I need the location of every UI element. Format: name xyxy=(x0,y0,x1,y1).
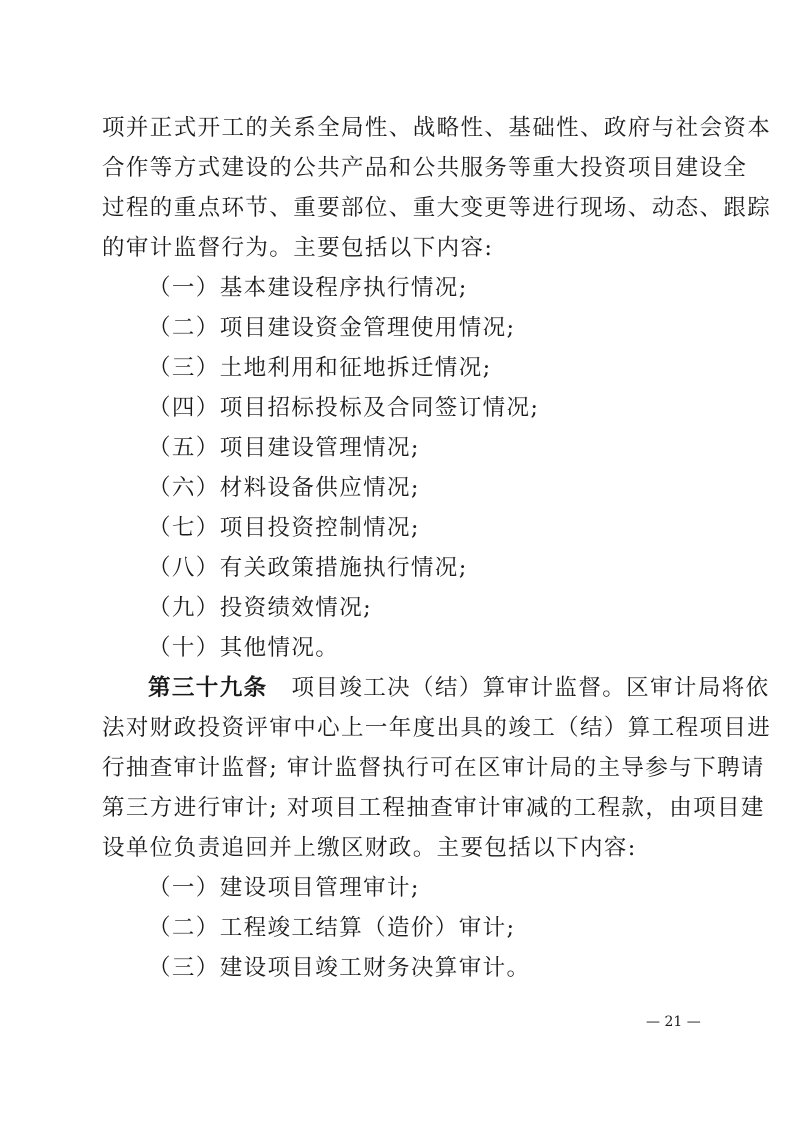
paragraph-line: 第三方进行审计; 对项目工程抽查审计审减的工程款，由项目建 xyxy=(102,795,765,821)
list-item: （三）建设项目竣工财务决算审计。 xyxy=(148,955,531,981)
list-item: （八）有关政策措施执行情况; xyxy=(148,555,468,581)
list-item: （十）其他情况。 xyxy=(148,635,340,661)
list-item: （一）建设项目管理审计; xyxy=(148,875,420,901)
paragraph-line: 项并正式开工的关系全局性、战略性、基础性、政府与社会资本 xyxy=(102,115,772,141)
list-item: （三）土地利用和征地拆迁情况; xyxy=(148,355,492,381)
page-number: — 21 — xyxy=(646,1014,701,1030)
list-item: （五）项目建设管理情况; xyxy=(148,435,420,461)
paragraph-line: 合作等方式建设的公共产品和公共服务等重大投资项目建设全 xyxy=(102,155,748,181)
list-item: （四）项目招标投标及合同签订情况; xyxy=(148,395,540,421)
list-item: （六）材料设备供应情况; xyxy=(148,475,420,501)
article-title-text: 项目竣工决（结）算审计监督。区审计局将依 xyxy=(291,675,770,701)
article-first-line xyxy=(148,668,770,708)
list-item: （九）投资绩效情况; xyxy=(148,595,373,621)
list-item: （二）工程竣工结算（造价）审计; xyxy=(148,915,516,941)
list-item: （二）项目建设资金管理使用情况; xyxy=(148,315,516,341)
paragraph-line: 设单位负责追回并上缴区财政。主要包括以下内容: xyxy=(102,835,637,861)
paragraph-line: 法对财政投资评审中心上一年度出具的竣工（结）算工程项目进 xyxy=(102,715,772,741)
article-heading: 第三十九条 xyxy=(148,675,268,701)
paragraph-line: 过程的重点环节、重要部位、重大变更等进行现场、动态、跟踪 xyxy=(102,195,772,221)
list-item: （七）项目投资控制情况; xyxy=(148,515,420,541)
paragraph-line: 行抽查审计监督; 审计监督执行可在区审计局的主导参与下聘请 xyxy=(102,755,765,781)
list-item: （一）基本建设程序执行情况; xyxy=(148,275,468,301)
paragraph-line: 的审计监督行为。主要包括以下内容: xyxy=(102,235,494,261)
